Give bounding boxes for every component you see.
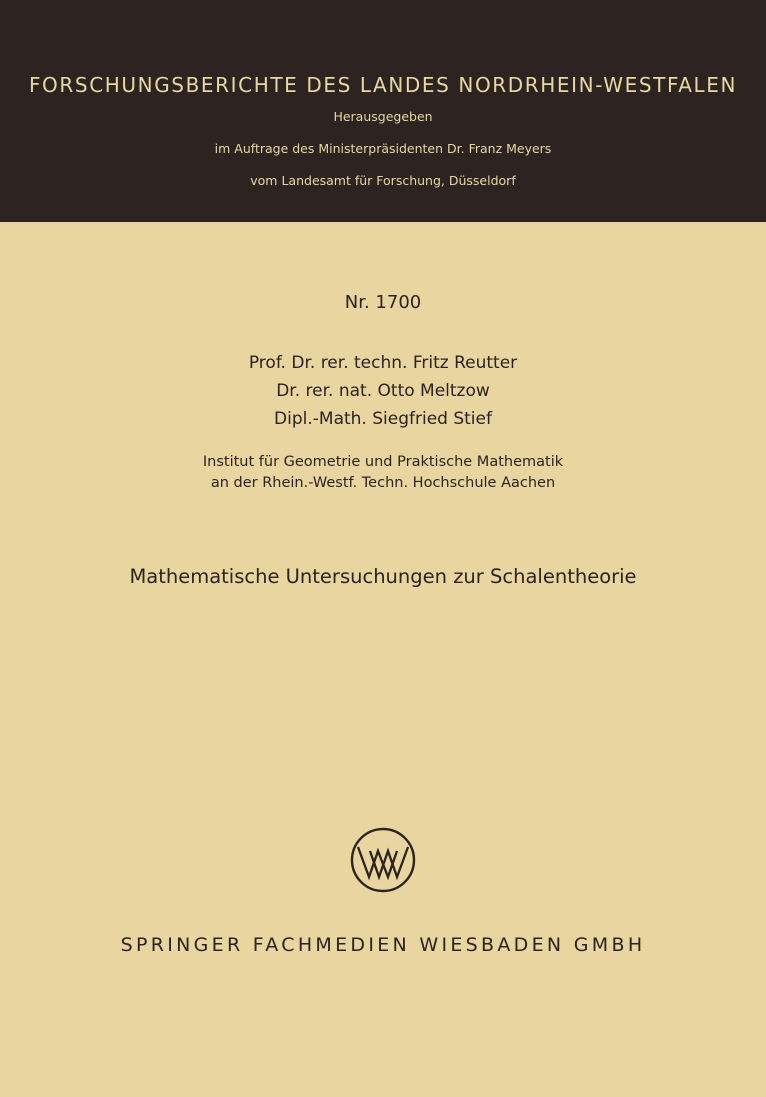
institute <box>0 452 766 494</box>
author-3: Dipl.-Math. Siegfried Stief <box>274 409 492 429</box>
publisher-name: SPRINGER FACHMEDIEN WIESBADEN GMBH <box>120 934 646 956</box>
report-number: Nr. 1700 <box>344 292 422 313</box>
book-title: Mathematische Untersuchungen zur Schalentheorie <box>129 565 637 588</box>
series-title: FORSCHUNGSBERICHTE DES LANDES NORDRHEIN-WESTFALEN <box>28 73 738 97</box>
publisher-logo-icon <box>350 827 416 893</box>
editor-line-1: Herausgegeben <box>333 109 433 124</box>
author-list <box>0 349 766 433</box>
author-1: Prof. Dr. rer. techn. Fritz Reutter <box>248 353 518 373</box>
header-band <box>0 0 766 222</box>
institute-line-2: an der Rhein.-Westf. Techn. Hochschule Aachen <box>210 475 556 491</box>
author-2: Dr. rer. nat. Otto Meltzow <box>276 381 490 401</box>
institute-line-1: Institut für Geometrie und Praktische Mathematik <box>202 454 564 470</box>
editor-line-2: im Auftrage des Ministerpräsidenten Dr. Franz Meyers <box>214 141 552 156</box>
editor-line-3: vom Landesamt für Forschung, Düsseldorf <box>250 173 516 188</box>
